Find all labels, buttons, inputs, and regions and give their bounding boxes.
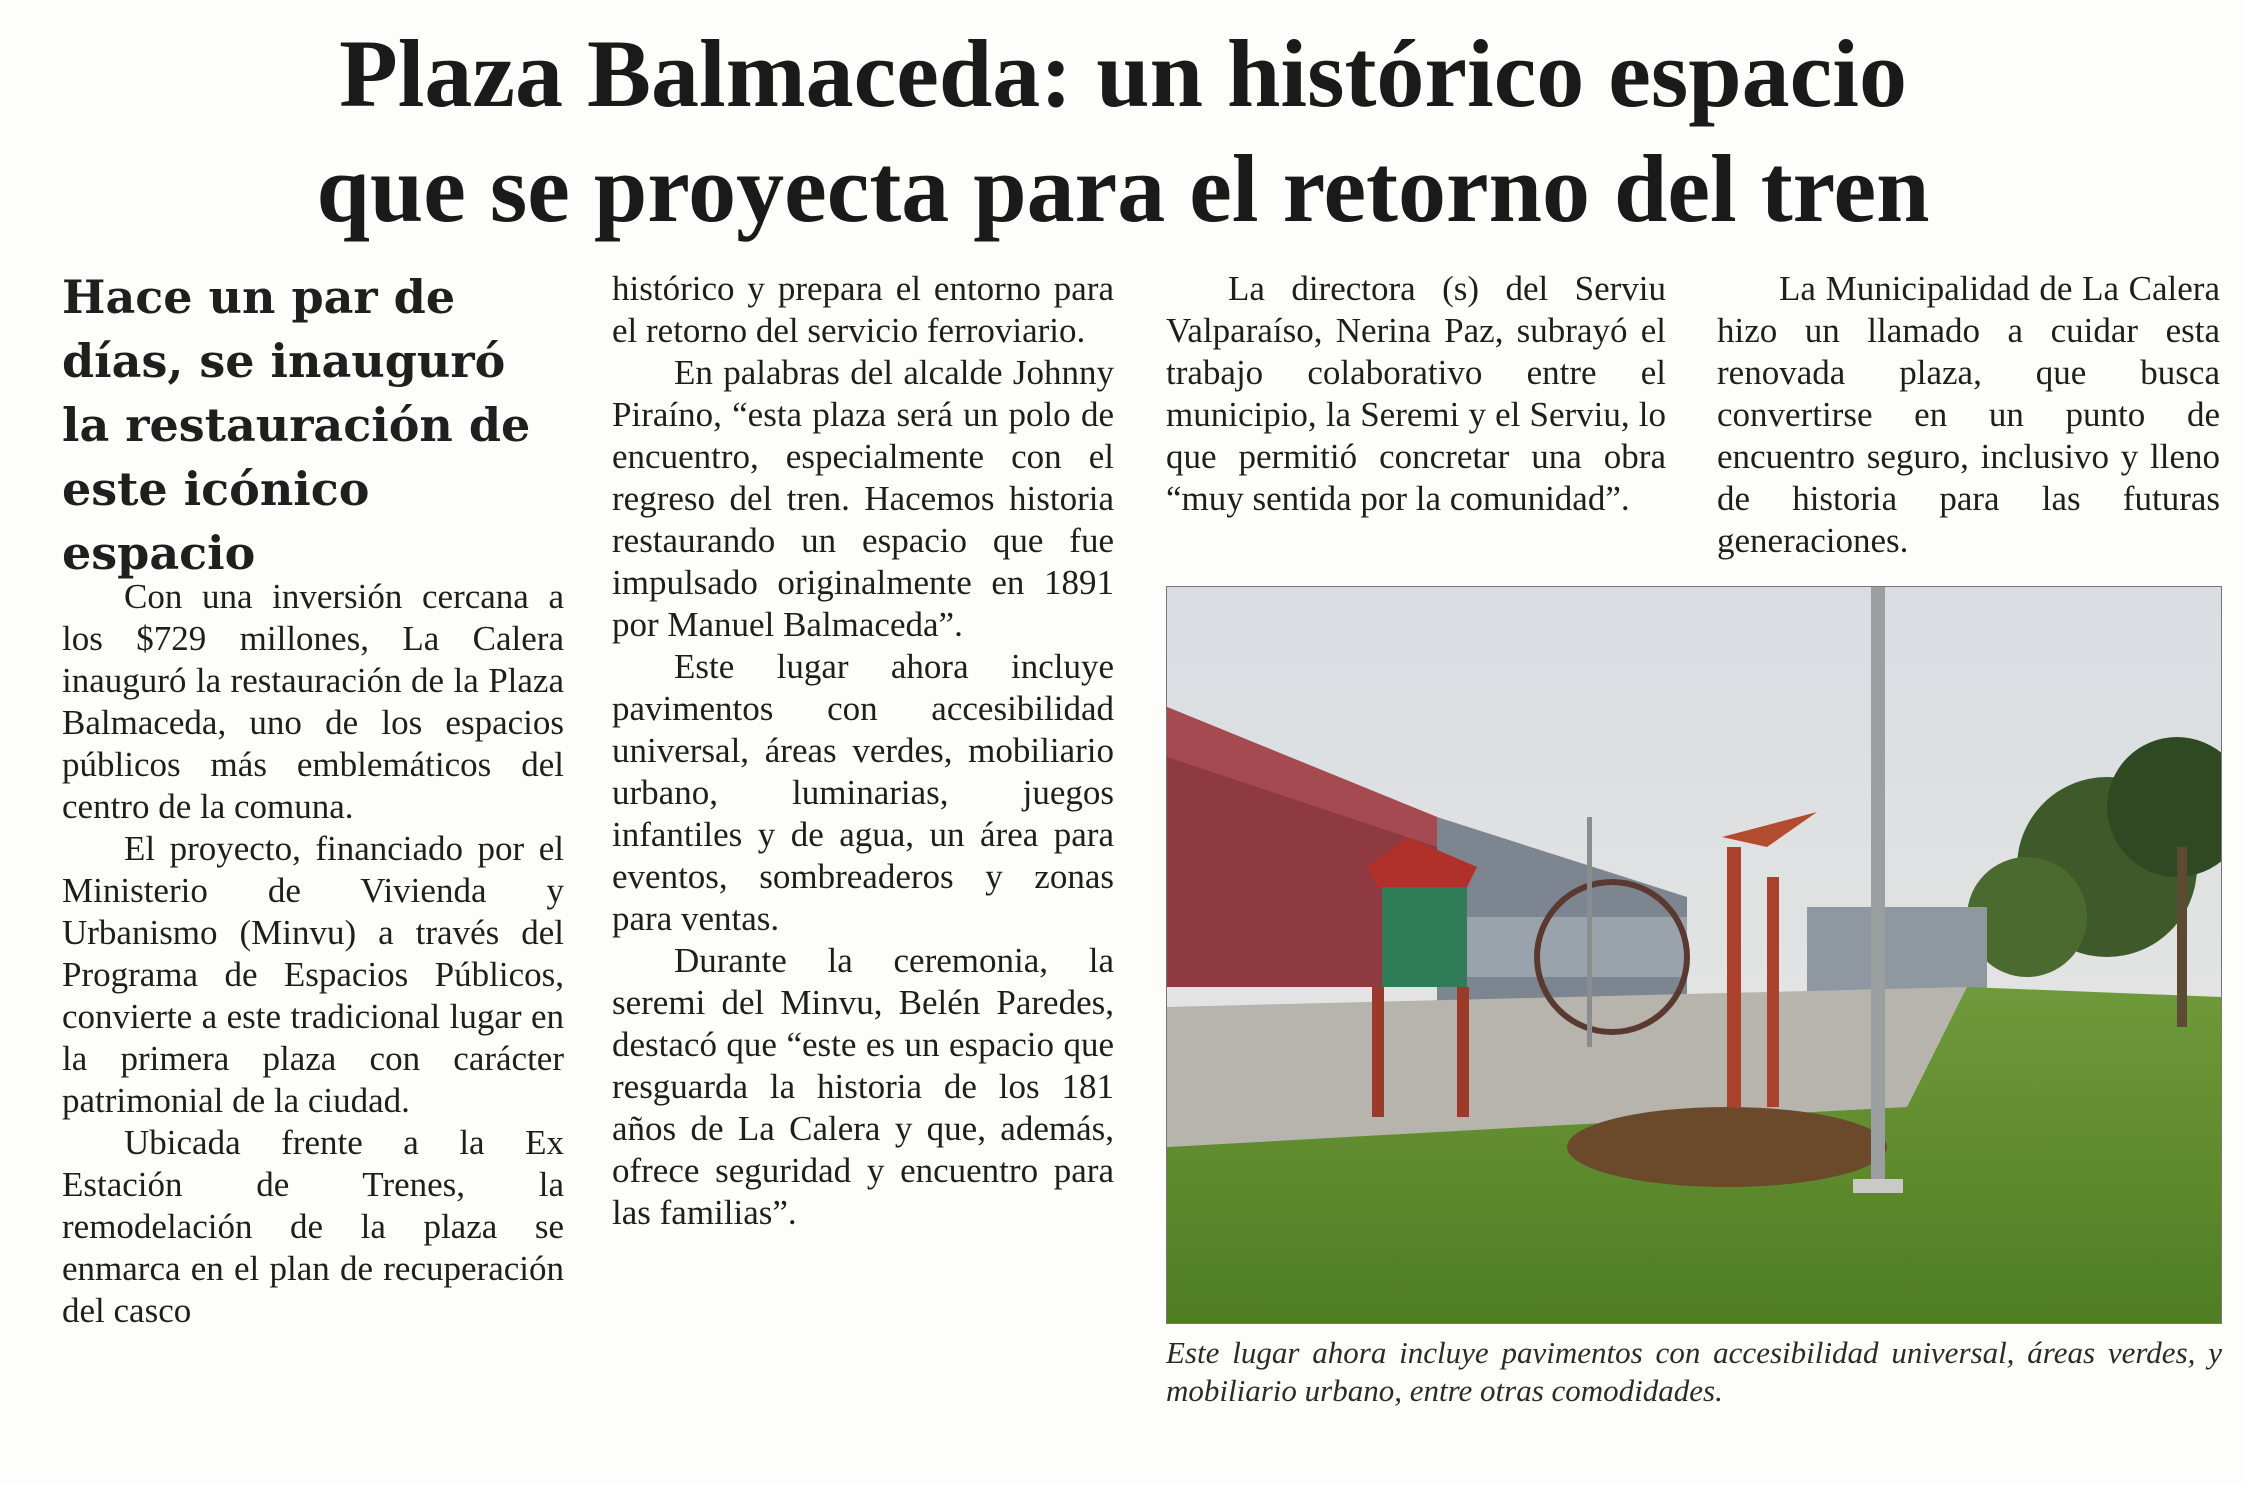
paragraph: Con una inversión cercana a los $729 millones, La Calera inauguró la restauración de la Plaza Balmaceda, uno de los espacios públicos más emblemáticos del centro de la comuna.	[62, 577, 564, 826]
paragraph: El proyecto, financiado por el Ministerio de Vivienda y Urbanismo (Minvu) a través del Programa de Espacios Públicos, convierte a este tradicional lugar en la primera plaza con carácter patrimonial de la ciudad.	[62, 829, 564, 1120]
headline-line-1: Plaza Balmaceda: un histórico espacio	[339, 20, 1907, 127]
column-1	[62, 576, 564, 1332]
column-3	[1166, 268, 1666, 520]
column-2	[612, 268, 1114, 1234]
photo-caption: Este lugar ahora incluye pavimentos con accesibilidad universal, áreas verdes, y mobiliario urbano, entre otras comodidades.	[1166, 1335, 2222, 1408]
paragraph: En palabras del alcalde Johnny Piraíno, “esta plaza será un polo de encuentro, especialmente con el regreso del tren. Hacemos historia restaurando un espacio que fue impulsado originalmente en 1891 por Manuel Balmaceda”.	[612, 353, 1114, 644]
headline-line-2: que se proyecta para el retorno del tren	[316, 135, 1930, 242]
deck-subheading: Hace un par de días, se inauguró la restauración de este icónico espacio	[62, 270, 531, 580]
paragraph: La Municipalidad de La Calera hizo un llamado a cuidar esta renovada plaza, que busca convertirse en un punto de encuentro seguro, inclusivo y lleno de historia para las futuras generaciones.	[1717, 269, 2220, 560]
plaza-photo	[1166, 586, 2222, 1324]
paragraph: Ubicada frente a la Ex Estación de Trenes, la remodelación de la plaza se enmarca en el plan de recuperación del casco	[62, 1123, 564, 1330]
paragraph: histórico y prepara el entorno para el retorno del servicio ferroviario.	[612, 269, 1114, 350]
paragraph: Este lugar ahora incluye pavimentos con accesibilidad universal, áreas verdes, mobiliario urbano, luminarias, juegos infantiles y de agua, un área para eventos, sombreaderos y zonas para ventas.	[612, 647, 1114, 938]
paragraph: Durante la ceremonia, la seremi del Minvu, Belén Paredes, destacó que “este es un espacio que resguarda la historia de los 181 años de La Calera y que, además, ofrece seguridad y encuentro para las familias”.	[612, 941, 1114, 1232]
column-4	[1717, 268, 2220, 562]
paragraph: La directora (s) del Serviu Valparaíso, Nerina Paz, subrayó el trabajo colaborativo entre el municipio, la Seremi y el Serviu, lo que permitió concretar una obra “muy sentida por la comunidad”.	[1166, 269, 1666, 518]
